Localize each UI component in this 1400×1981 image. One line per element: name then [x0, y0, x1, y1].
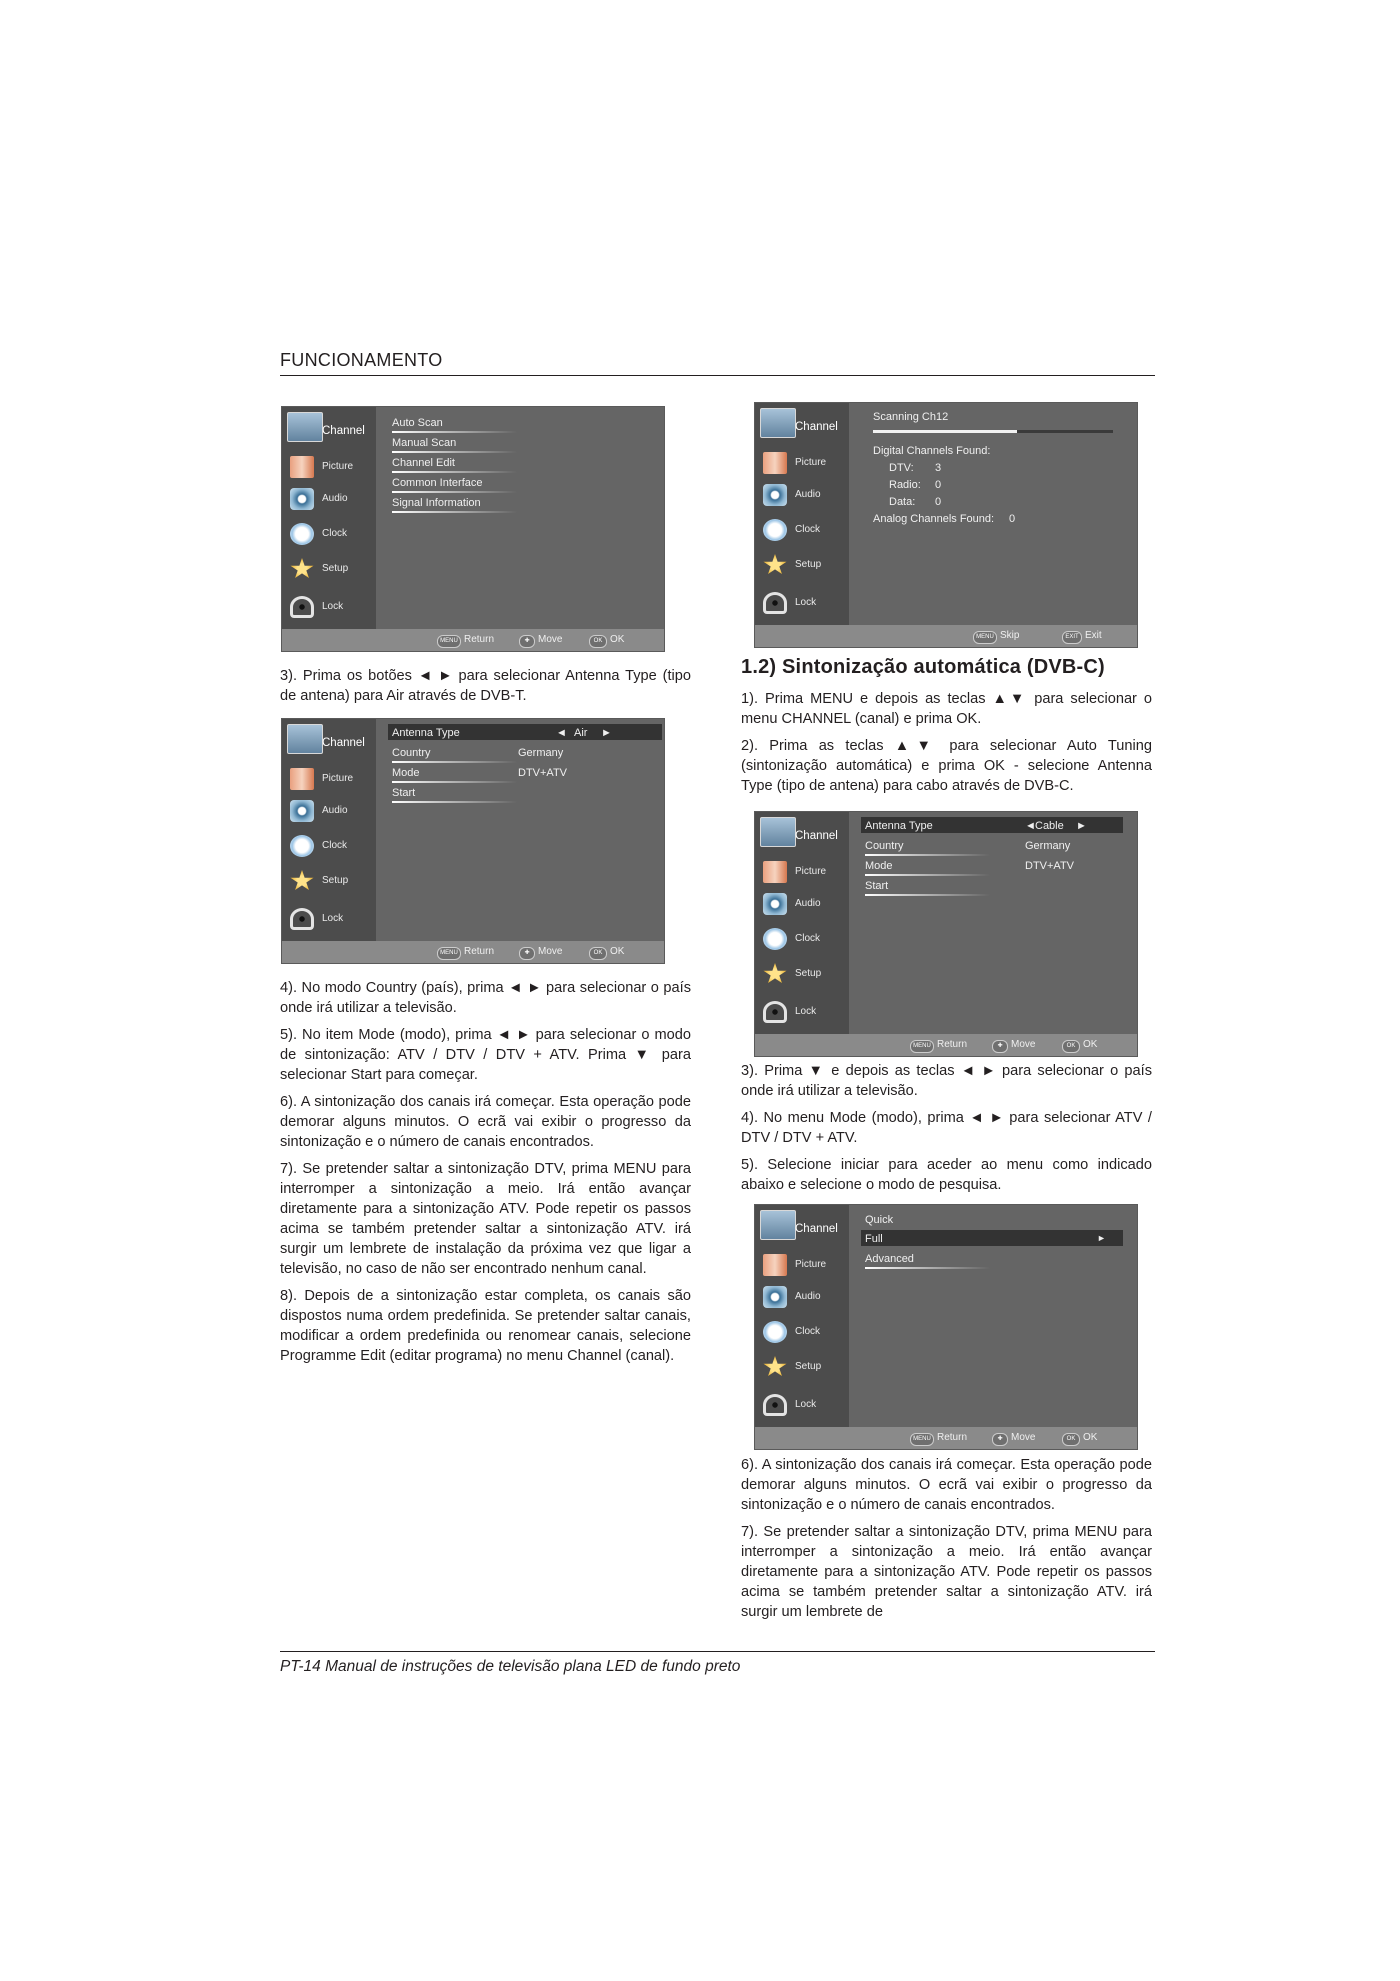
- star-icon: [763, 963, 787, 985]
- ok-key: OK: [1062, 1040, 1080, 1053]
- menu-key: MENU: [437, 947, 461, 960]
- analog-found-label: Analog Channels Found:: [873, 513, 995, 525]
- menu-item-manual-scan: Manual Scan: [392, 437, 457, 449]
- clock-icon: [763, 519, 787, 541]
- tv-button-bar: MENU Return ✚ Move OK OK: [755, 1034, 1137, 1056]
- scanning-status: Scanning Ch12: [873, 411, 949, 423]
- menu-item-full: Full: [865, 1233, 883, 1245]
- tv-side-lock: Lock: [282, 903, 376, 937]
- menu-key: MENU: [910, 1433, 934, 1446]
- tv-side-picture: Picture: [755, 447, 849, 481]
- tv-screen-search-mode: [754, 1204, 1138, 1450]
- paragraph: 6). A sintonização dos canais irá começar. Esta operação pode demorar alguns minutos. O ecrã vai exibir o progresso da sintonização e o número de canais encontrados.: [741, 1457, 1152, 1513]
- tv-side-setup: Setup: [282, 553, 376, 587]
- tv-side-picture: Picture: [755, 1249, 849, 1283]
- padlock-icon: [290, 596, 314, 618]
- tv-side-setup: Setup: [282, 865, 376, 899]
- row-antenna-type: Antenna Type: [392, 727, 460, 739]
- right-col-steps3-5: [741, 1061, 1152, 1202]
- tv-side-channel: Channel: [755, 814, 849, 848]
- left-arrow-icon: ◄: [1025, 820, 1036, 832]
- scan-progress-fill: [873, 430, 1017, 433]
- tv-side-clock: Clock: [755, 514, 849, 548]
- antenna-type-value: Cable: [1035, 820, 1064, 832]
- tv-side-clock: Clock: [282, 830, 376, 864]
- digital-found-label: Digital Channels Found:: [873, 445, 991, 457]
- row-start: Start: [865, 880, 889, 892]
- picture-icon: [763, 861, 787, 883]
- tv-button-bar: MENU Return ✚ Move OK OK: [755, 1427, 1137, 1449]
- tv-side-setup: Setup: [755, 549, 849, 583]
- tv-side-channel: Channel: [282, 409, 376, 443]
- move-key: ✚: [992, 1433, 1008, 1446]
- tv-button-bar: MENU Return ✚ Move OK OK: [282, 629, 664, 651]
- tv-side-channel: Channel: [755, 1207, 849, 1241]
- channel-icon: [760, 1210, 796, 1240]
- right-arrow-icon: ►: [1097, 1233, 1106, 1243]
- clock-icon: [763, 928, 787, 950]
- menu-key: MENU: [437, 635, 461, 648]
- page-header: FUNCIONAMENTO: [280, 350, 1155, 376]
- tv-side-audio: Audio: [755, 1281, 849, 1315]
- tv-side-lock: Lock: [755, 1389, 849, 1423]
- tv-side-audio: Audio: [755, 888, 849, 922]
- row-mode: Mode: [865, 860, 893, 872]
- row-mode: Mode: [392, 767, 420, 779]
- row-start: Start: [392, 787, 416, 799]
- menu-item-auto-scan: Auto Scan: [392, 417, 443, 429]
- row-antenna-type: Antenna Type: [865, 820, 933, 832]
- menu-item-advanced: Advanced: [865, 1253, 914, 1265]
- mode-value: DTV+ATV: [1025, 860, 1075, 872]
- star-icon: [290, 870, 314, 892]
- move-key: ✚: [519, 947, 535, 960]
- tv-side-setup: Setup: [755, 958, 849, 992]
- channel-icon: [287, 412, 323, 442]
- tv-button-bar: MENU Return ✚ Move OK OK: [282, 941, 664, 963]
- paragraph: 3). Prima ▼ e depois as teclas ◄ ► para selecionar o país onde irá utilizar a televisão.: [741, 1063, 1152, 1099]
- antenna-type-value: Air: [574, 727, 588, 739]
- clock-icon: [290, 523, 314, 545]
- tv-sidebar: [755, 1205, 849, 1427]
- country-value: Germany: [518, 747, 564, 759]
- channel-icon: [760, 408, 796, 438]
- clock-icon: [763, 1321, 787, 1343]
- left-col-steps4-8: [280, 978, 691, 1373]
- dtv-count: 3: [935, 462, 942, 474]
- tv-side-lock: Lock: [755, 996, 849, 1030]
- tv-sidebar: [755, 403, 849, 625]
- country-value: Germany: [1025, 840, 1071, 852]
- tv-sidebar: [755, 812, 849, 1034]
- menu-item-channel-edit: Channel Edit: [392, 457, 455, 469]
- paragraph: 1). Prima MENU e depois as teclas ▲▼ para selecionar o menu CHANNEL (canal) e prima OK.: [741, 691, 1152, 727]
- exit-key: EXIT: [1062, 631, 1082, 644]
- ok-key: OK: [589, 635, 607, 648]
- tv-side-channel: Channel: [755, 405, 849, 439]
- audio-icon: [290, 800, 314, 822]
- left-col-step3: [280, 666, 691, 713]
- menu-item-quick: Quick: [865, 1214, 894, 1226]
- audio-icon: [290, 488, 314, 510]
- menu-item-signal-information: Signal Information: [392, 497, 481, 509]
- star-icon: [763, 554, 787, 576]
- left-arrow-icon: ◄: [556, 727, 567, 739]
- tv-side-audio: Audio: [755, 479, 849, 513]
- paragraph: 3). Prima os botões ◄ ► para selecionar Antenna Type (tipo de antena) para Air através de DVB-T.: [280, 668, 691, 704]
- tv-button-bar: MENU Skip EXIT Exit: [755, 625, 1137, 647]
- tv-screen-scanning: Channel Picture Audio Clock Setup Lock Scanning Ch12 Digital Channels Found: DTV: 3 Radio: 0 Data: 0 Analog Channels Found: 0 MENU Skip EXIT Exit: [754, 402, 1138, 648]
- row-country: Country: [392, 747, 431, 759]
- tv-side-lock: Lock: [282, 591, 376, 625]
- move-key: ✚: [519, 635, 535, 648]
- picture-icon: [290, 768, 314, 790]
- move-key: ✚: [992, 1040, 1008, 1053]
- audio-icon: [763, 893, 787, 915]
- data-count: 0: [935, 496, 942, 508]
- paragraph: 2). Prima as teclas ▲▼ para selecionar Auto Tuning (sintonização automática) e prima OK - selecione Antenna Type (tipo de antena) para cabo através de DVB-C.: [741, 738, 1152, 794]
- right-col-intro: [741, 657, 1152, 803]
- analog-count: 0: [1009, 513, 1016, 525]
- tv-screen-antenna-air: [281, 718, 665, 964]
- picture-icon: [763, 452, 787, 474]
- tv-side-clock: Clock: [755, 1316, 849, 1350]
- highlight-row: [861, 1230, 1123, 1246]
- right-arrow-icon: ►: [601, 727, 612, 739]
- tv-side-clock: Clock: [755, 923, 849, 957]
- scan-progress-bar: [873, 430, 1113, 433]
- paragraph: 8). Depois de a sintonização estar completa, os canais são dispostos numa ordem predefinida. Se pretender saltar canais, modificar a ordem predefinida ou renomear canais, selecione Programme Edit (editar programa) no menu Channel (canal).: [280, 1288, 691, 1364]
- channel-icon: [760, 817, 796, 847]
- page-footer: PT-14 Manual de instruções de televisão plana LED de fundo preto: [280, 1651, 1155, 1676]
- paragraph: 7). Se pretender saltar a sintonização DTV, prima MENU para interromper a sintonização a meio. Irá então avançar diretamente para a sintonização ATV. Pode repetir os passos acima se também pretender saltar a sintonização ATV. irá surgir um lembrete de: [741, 1524, 1152, 1620]
- menu-key: MENU: [910, 1040, 934, 1053]
- paragraph: 7). Se pretender saltar a sintonização DTV, prima MENU para interromper a sintonização a meio. Irá então avançar diretamente para a sintonização ATV. Pode repetir os passos acima se também pretender saltar a sintonização ATV. irá surgir um lembrete de instalação da próxima vez que ligar a televisão, no caso de não ser encontrado nenhum canal.: [280, 1161, 691, 1277]
- tv-screen-antenna-cable: [754, 811, 1138, 1057]
- tv-side-lock: Lock: [755, 587, 849, 621]
- section-heading: 1.2) Sintonização automática (DVB-C): [741, 656, 1105, 678]
- padlock-icon: [763, 592, 787, 614]
- paragraph: 4). No menu Mode (modo), prima ◄ ► para selecionar ATV / DTV / DTV + ATV.: [741, 1110, 1152, 1146]
- paragraph: 5). No item Mode (modo), prima ◄ ► para selecionar o modo de sintonização: ATV / DTV / DTV + ATV. Prima ▼ para selecionar Start para começar.: [280, 1027, 691, 1083]
- channel-icon: [287, 724, 323, 754]
- audio-icon: [763, 1286, 787, 1308]
- star-icon: [763, 1356, 787, 1378]
- tv-side-picture: Picture: [755, 856, 849, 890]
- paragraph: 6). A sintonização dos canais irá começar. Esta operação pode demorar alguns minutos. O ecrã vai exibir o progresso da sintonização e o número de canais encontrados.: [280, 1094, 691, 1150]
- tv-side-setup: Setup: [755, 1351, 849, 1385]
- padlock-icon: [763, 1394, 787, 1416]
- right-arrow-icon: ►: [1076, 820, 1087, 832]
- radio-count: 0: [935, 479, 942, 491]
- padlock-icon: [763, 1001, 787, 1023]
- picture-icon: [290, 456, 314, 478]
- tv-side-audio: Audio: [282, 483, 376, 517]
- row-country: Country: [865, 840, 904, 852]
- paragraph: 5). Selecione iniciar para aceder ao menu como indicado abaixo e selecione o modo de pesquisa.: [741, 1157, 1152, 1193]
- menu-key: MENU: [973, 631, 997, 644]
- clock-icon: [290, 835, 314, 857]
- padlock-icon: [290, 908, 314, 930]
- star-icon: [290, 558, 314, 580]
- menu-item-common-interface: Common Interface: [392, 477, 483, 489]
- tv-side-picture: Picture: [282, 763, 376, 797]
- mode-value: DTV+ATV: [518, 767, 568, 779]
- tv-side-channel: Channel: [282, 721, 376, 755]
- ok-key: OK: [1062, 1433, 1080, 1446]
- tv-side-audio: Audio: [282, 795, 376, 829]
- right-col-steps6-7: [741, 1455, 1152, 1629]
- tv-side-picture: Picture: [282, 451, 376, 485]
- audio-icon: [763, 484, 787, 506]
- paragraph: 4). No modo Country (país), prima ◄ ► para selecionar o país onde irá utilizar a televisão.: [280, 980, 691, 1016]
- picture-icon: [763, 1254, 787, 1276]
- ok-key: OK: [589, 947, 607, 960]
- tv-screen-channel-menu: [281, 406, 665, 652]
- tv-side-clock: Clock: [282, 518, 376, 552]
- tv-sidebar: [282, 407, 376, 629]
- tv-sidebar: [282, 719, 376, 941]
